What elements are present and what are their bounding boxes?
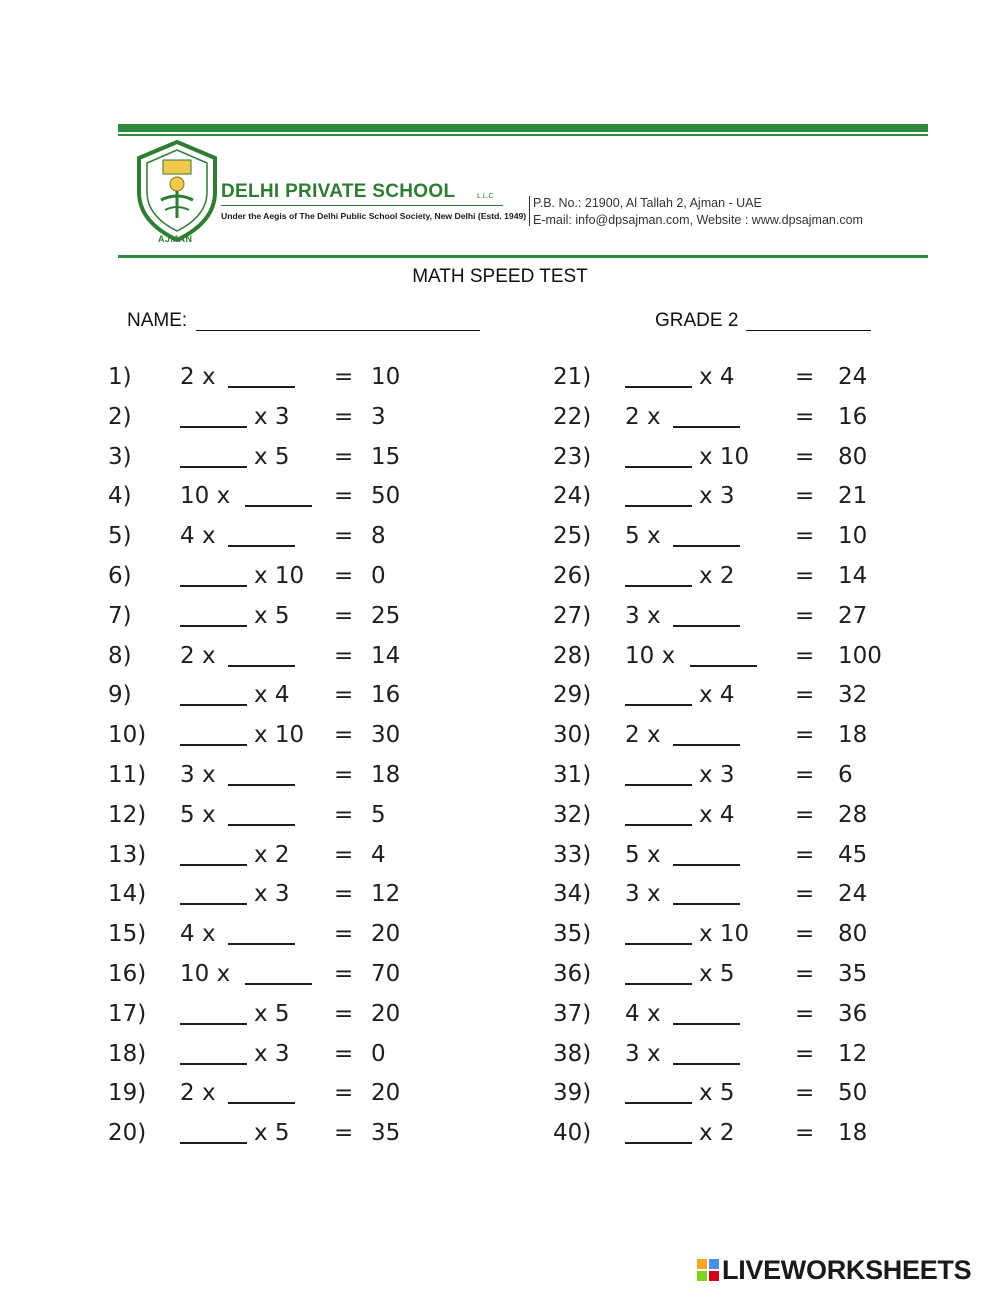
- product-value: 18: [371, 762, 401, 788]
- equals-sign: =: [334, 523, 354, 550]
- equals-sign: =: [795, 483, 815, 510]
- question-number: 32): [553, 801, 592, 828]
- multiplicand: 2 x: [180, 364, 216, 390]
- question-number: 16): [108, 961, 147, 987]
- multiplicand: 4 x: [625, 1000, 661, 1027]
- question-row: [108, 1041, 528, 1071]
- equals-sign: =: [795, 1040, 815, 1067]
- product-value: 35: [838, 961, 868, 987]
- question-row: [553, 1120, 973, 1150]
- question-number: 28): [553, 642, 592, 669]
- question-row: [553, 762, 973, 792]
- answer-blank[interactable]: [180, 744, 247, 746]
- equals-sign: =: [795, 563, 815, 589]
- product-value: 15: [371, 443, 401, 470]
- school-name-underline: [221, 205, 503, 206]
- answer-blank[interactable]: [625, 386, 692, 388]
- multiplier: x 5: [699, 961, 735, 987]
- equals-sign: =: [334, 762, 354, 788]
- liveworksheets-brand: LIVEWORKSHEETS: [722, 1255, 972, 1285]
- equals-sign: =: [334, 364, 354, 390]
- multiplier: x 5: [699, 1080, 735, 1107]
- multiplier: x 2: [254, 841, 290, 868]
- equals-sign: =: [334, 841, 354, 868]
- product-value: 45: [838, 841, 868, 868]
- question-row: [108, 762, 528, 792]
- multiplicand: 3 x: [180, 762, 216, 788]
- question-number: 37): [553, 1000, 592, 1027]
- answer-blank[interactable]: [180, 1142, 247, 1144]
- multiplier: x 5: [254, 443, 290, 470]
- product-value: 6: [838, 762, 853, 788]
- answer-blank[interactable]: [625, 943, 692, 945]
- question-number: 13): [108, 841, 147, 868]
- question-row: [108, 722, 528, 752]
- equals-sign: =: [795, 443, 815, 470]
- product-value: 32: [838, 682, 868, 709]
- product-value: 50: [838, 1080, 868, 1107]
- question-number: 17): [108, 1000, 147, 1027]
- question-number: 6): [108, 563, 132, 589]
- answer-blank[interactable]: [180, 1023, 247, 1025]
- answer-blank[interactable]: [228, 824, 295, 826]
- product-value: 24: [838, 364, 868, 390]
- equals-sign: =: [334, 921, 354, 948]
- equals-sign: =: [795, 682, 815, 709]
- question-number: 3): [108, 443, 132, 470]
- grade-label: GRADE 2: [655, 310, 739, 331]
- product-value: 70: [371, 961, 401, 987]
- answer-blank[interactable]: [673, 426, 740, 428]
- equals-sign: =: [795, 364, 815, 390]
- question-number: 15): [108, 921, 147, 948]
- question-number: 36): [553, 961, 592, 987]
- product-value: 5: [371, 801, 386, 828]
- answer-blank[interactable]: [228, 545, 295, 547]
- question-number: 27): [553, 602, 592, 629]
- question-row: [553, 563, 973, 593]
- answer-blank[interactable]: [625, 505, 692, 507]
- answer-blank[interactable]: [625, 824, 692, 826]
- equals-sign: =: [795, 1080, 815, 1107]
- multiplicand: 4 x: [180, 523, 216, 550]
- product-value: 10: [838, 523, 868, 550]
- product-value: 20: [371, 921, 401, 948]
- question-row: [553, 842, 973, 872]
- answer-blank[interactable]: [673, 744, 740, 746]
- equals-sign: =: [334, 403, 354, 430]
- equals-sign: =: [795, 1000, 815, 1027]
- question-number: 2): [108, 403, 132, 430]
- answer-blank[interactable]: [180, 1063, 247, 1065]
- header-bottom-bar: [118, 255, 928, 258]
- question-row: [553, 1001, 973, 1031]
- answer-blank[interactable]: [625, 585, 692, 587]
- answer-blank[interactable]: [625, 466, 692, 468]
- question-row: [108, 682, 528, 712]
- address-line-2: E-mail: info@dpsajman.com, Website : www.dpsajman.com: [533, 213, 863, 227]
- multiplier: x 2: [699, 1120, 735, 1147]
- question-row: [108, 563, 528, 593]
- equals-sign: =: [334, 682, 354, 709]
- product-value: 20: [371, 1000, 401, 1027]
- question-row: [108, 842, 528, 872]
- question-number: 35): [553, 921, 592, 948]
- multiplicand: 10 x: [180, 483, 231, 510]
- multiplier: x 3: [254, 881, 290, 908]
- equals-sign: =: [334, 1000, 354, 1027]
- product-value: 25: [371, 602, 401, 629]
- answer-blank[interactable]: [180, 466, 247, 468]
- question-row: [108, 603, 528, 633]
- answer-blank[interactable]: [625, 983, 692, 985]
- product-value: 3: [371, 403, 386, 430]
- equals-sign: =: [334, 602, 354, 629]
- question-number: 5): [108, 523, 132, 550]
- question-row: [553, 483, 973, 513]
- multiplier: x 4: [254, 682, 290, 709]
- question-row: [108, 523, 528, 553]
- multiplier: x 10: [254, 563, 305, 589]
- question-number: 7): [108, 602, 132, 629]
- school-crest-icon: [135, 140, 219, 244]
- answer-blank[interactable]: [228, 386, 295, 388]
- question-number: 10): [108, 722, 147, 749]
- answer-blank[interactable]: [228, 943, 295, 945]
- address-divider: [529, 196, 530, 226]
- equals-sign: =: [334, 563, 354, 589]
- question-number: 26): [553, 563, 592, 589]
- multiplicand: 3 x: [625, 881, 661, 908]
- product-value: 12: [838, 1040, 868, 1067]
- question-number: 14): [108, 881, 147, 908]
- product-value: 16: [371, 682, 401, 709]
- answer-blank[interactable]: [245, 983, 312, 985]
- multiplicand: 10 x: [625, 642, 676, 669]
- question-row: [553, 404, 973, 434]
- answer-blank[interactable]: [673, 545, 740, 547]
- multiplicand: 4 x: [180, 921, 216, 948]
- question-number: 8): [108, 642, 132, 669]
- multiplicand: 2 x: [625, 722, 661, 749]
- question-row: [108, 444, 528, 474]
- product-value: 0: [371, 563, 386, 589]
- multiplicand: 2 x: [180, 642, 216, 669]
- question-number: 33): [553, 841, 592, 868]
- answer-blank[interactable]: [245, 505, 312, 507]
- equals-sign: =: [795, 642, 815, 669]
- equals-sign: =: [795, 523, 815, 550]
- question-row: [553, 444, 973, 474]
- question-row: [108, 881, 528, 911]
- multiplier: x 10: [699, 921, 750, 948]
- multiplier: x 3: [699, 483, 735, 510]
- question-number: 30): [553, 722, 592, 749]
- question-row: [553, 603, 973, 633]
- question-number: 18): [108, 1040, 147, 1067]
- question-number: 38): [553, 1040, 592, 1067]
- product-value: 21: [838, 483, 868, 510]
- answer-blank[interactable]: [673, 1023, 740, 1025]
- product-value: 14: [838, 563, 868, 589]
- name-input-line[interactable]: [196, 330, 480, 331]
- answer-blank[interactable]: [673, 1063, 740, 1065]
- equals-sign: =: [334, 801, 354, 828]
- question-row: [553, 364, 973, 394]
- equals-sign: =: [795, 403, 815, 430]
- equals-sign: =: [795, 602, 815, 629]
- answer-blank[interactable]: [180, 704, 247, 706]
- equals-sign: =: [334, 443, 354, 470]
- multiplier: x 3: [254, 1040, 290, 1067]
- equals-sign: =: [334, 642, 354, 669]
- multiplier: x 4: [699, 682, 735, 709]
- product-value: 12: [371, 881, 401, 908]
- multiplicand: 3 x: [625, 602, 661, 629]
- product-value: 27: [838, 602, 868, 629]
- answer-blank[interactable]: [625, 1102, 692, 1104]
- question-row: [108, 961, 528, 991]
- question-number: 4): [108, 483, 132, 510]
- product-value: 4: [371, 841, 386, 868]
- product-value: 18: [838, 1120, 868, 1147]
- question-number: 20): [108, 1120, 147, 1147]
- answer-blank[interactable]: [690, 665, 757, 667]
- question-row: [108, 1001, 528, 1031]
- equals-sign: =: [795, 921, 815, 948]
- answer-blank[interactable]: [180, 585, 247, 587]
- product-value: 16: [838, 403, 868, 430]
- equals-sign: =: [334, 961, 354, 987]
- header-top-bar: [118, 124, 928, 132]
- answer-blank[interactable]: [228, 1102, 295, 1104]
- question-row: [108, 1080, 528, 1110]
- question-number: 21): [553, 364, 592, 390]
- answer-blank[interactable]: [673, 625, 740, 627]
- answer-blank[interactable]: [673, 864, 740, 866]
- product-value: 80: [838, 443, 868, 470]
- product-value: 36: [838, 1000, 868, 1027]
- multiplier: x 10: [699, 443, 750, 470]
- question-number: 39): [553, 1080, 592, 1107]
- product-value: 10: [371, 364, 401, 390]
- equals-sign: =: [795, 1120, 815, 1147]
- product-value: 0: [371, 1040, 386, 1067]
- question-number: 34): [553, 881, 592, 908]
- question-row: [108, 483, 528, 513]
- question-row: [553, 1041, 973, 1071]
- question-row: [108, 404, 528, 434]
- question-number: 12): [108, 801, 147, 828]
- worksheet-title: MATH SPEED TEST: [412, 266, 588, 287]
- question-row: [108, 802, 528, 832]
- question-number: 29): [553, 682, 592, 709]
- equals-sign: =: [795, 722, 815, 749]
- question-row: [553, 921, 973, 951]
- liveworksheets-logo-icon: [697, 1259, 719, 1281]
- question-row: [108, 643, 528, 673]
- equals-sign: =: [795, 762, 815, 788]
- equals-sign: =: [334, 1080, 354, 1107]
- question-row: [108, 364, 528, 394]
- equals-sign: =: [334, 1040, 354, 1067]
- equals-sign: =: [334, 483, 354, 510]
- multiplier: x 5: [254, 602, 290, 629]
- grade-input-line[interactable]: [746, 330, 871, 331]
- question-number: 24): [553, 483, 592, 510]
- multiplier: x 2: [699, 563, 735, 589]
- question-number: 31): [553, 762, 592, 788]
- equals-sign: =: [795, 801, 815, 828]
- product-value: 50: [371, 483, 401, 510]
- question-number: 19): [108, 1080, 147, 1107]
- answer-blank[interactable]: [180, 426, 247, 428]
- multiplier: x 3: [254, 403, 290, 430]
- multiplicand: 10 x: [180, 961, 231, 987]
- question-row: [553, 523, 973, 553]
- question-number: 1): [108, 364, 132, 390]
- multiplicand: 3 x: [625, 1040, 661, 1067]
- equals-sign: =: [795, 881, 815, 908]
- equals-sign: =: [334, 722, 354, 749]
- question-row: [108, 921, 528, 951]
- school-subtitle: Under the Aegis of The Delhi Public School Society, New Delhi (Estd. 1949): [221, 211, 527, 221]
- question-row: [553, 961, 973, 991]
- multiplicand: 5 x: [625, 841, 661, 868]
- equals-sign: =: [334, 881, 354, 908]
- answer-blank[interactable]: [180, 903, 247, 905]
- product-value: 30: [371, 722, 401, 749]
- answer-blank[interactable]: [625, 704, 692, 706]
- product-value: 28: [838, 801, 868, 828]
- multiplicand: 5 x: [625, 523, 661, 550]
- product-value: 14: [371, 642, 401, 669]
- answer-blank[interactable]: [673, 903, 740, 905]
- answer-blank[interactable]: [228, 665, 295, 667]
- logo-caption: AJMAN: [158, 234, 193, 244]
- header-top-thin-bar: [118, 134, 928, 136]
- question-number: 23): [553, 443, 592, 470]
- multiplicand: 2 x: [180, 1080, 216, 1107]
- equals-sign: =: [795, 961, 815, 987]
- question-number: 22): [553, 403, 592, 430]
- multiplier: x 10: [254, 722, 305, 749]
- answer-blank[interactable]: [228, 784, 295, 786]
- multiplier: x 5: [254, 1120, 290, 1147]
- question-number: 40): [553, 1120, 592, 1147]
- multiplier: x 4: [699, 364, 735, 390]
- question-number: 9): [108, 682, 132, 709]
- equals-sign: =: [334, 1120, 354, 1147]
- address-line-1: P.B. No.: 21900, Al Tallah 2, Ajman - UAE: [533, 196, 762, 210]
- product-value: 20: [371, 1080, 401, 1107]
- question-row: [553, 881, 973, 911]
- answer-blank[interactable]: [180, 864, 247, 866]
- multiplier: x 3: [699, 762, 735, 788]
- answer-blank[interactable]: [625, 1142, 692, 1144]
- question-row: [553, 802, 973, 832]
- product-value: 18: [838, 722, 868, 749]
- answer-blank[interactable]: [180, 625, 247, 627]
- question-number: 25): [553, 523, 592, 550]
- question-row: [553, 722, 973, 752]
- product-value: 24: [838, 881, 868, 908]
- answer-blank[interactable]: [625, 784, 692, 786]
- question-row: [553, 682, 973, 712]
- name-label: NAME:: [127, 310, 188, 331]
- product-value: 100: [838, 642, 882, 669]
- question-row: [108, 1120, 528, 1150]
- question-row: [553, 643, 973, 673]
- product-value: 35: [371, 1120, 401, 1147]
- multiplicand: 5 x: [180, 801, 216, 828]
- school-suffix: L.L.C: [477, 193, 494, 200]
- school-name: DELHI PRIVATE SCHOOL: [221, 181, 456, 202]
- multiplicand: 2 x: [625, 403, 661, 430]
- multiplier: x 5: [254, 1000, 290, 1027]
- question-row: [553, 1080, 973, 1110]
- equals-sign: =: [795, 841, 815, 868]
- question-number: 11): [108, 762, 147, 788]
- product-value: 80: [838, 921, 868, 948]
- multiplier: x 4: [699, 801, 735, 828]
- product-value: 8: [371, 523, 386, 550]
